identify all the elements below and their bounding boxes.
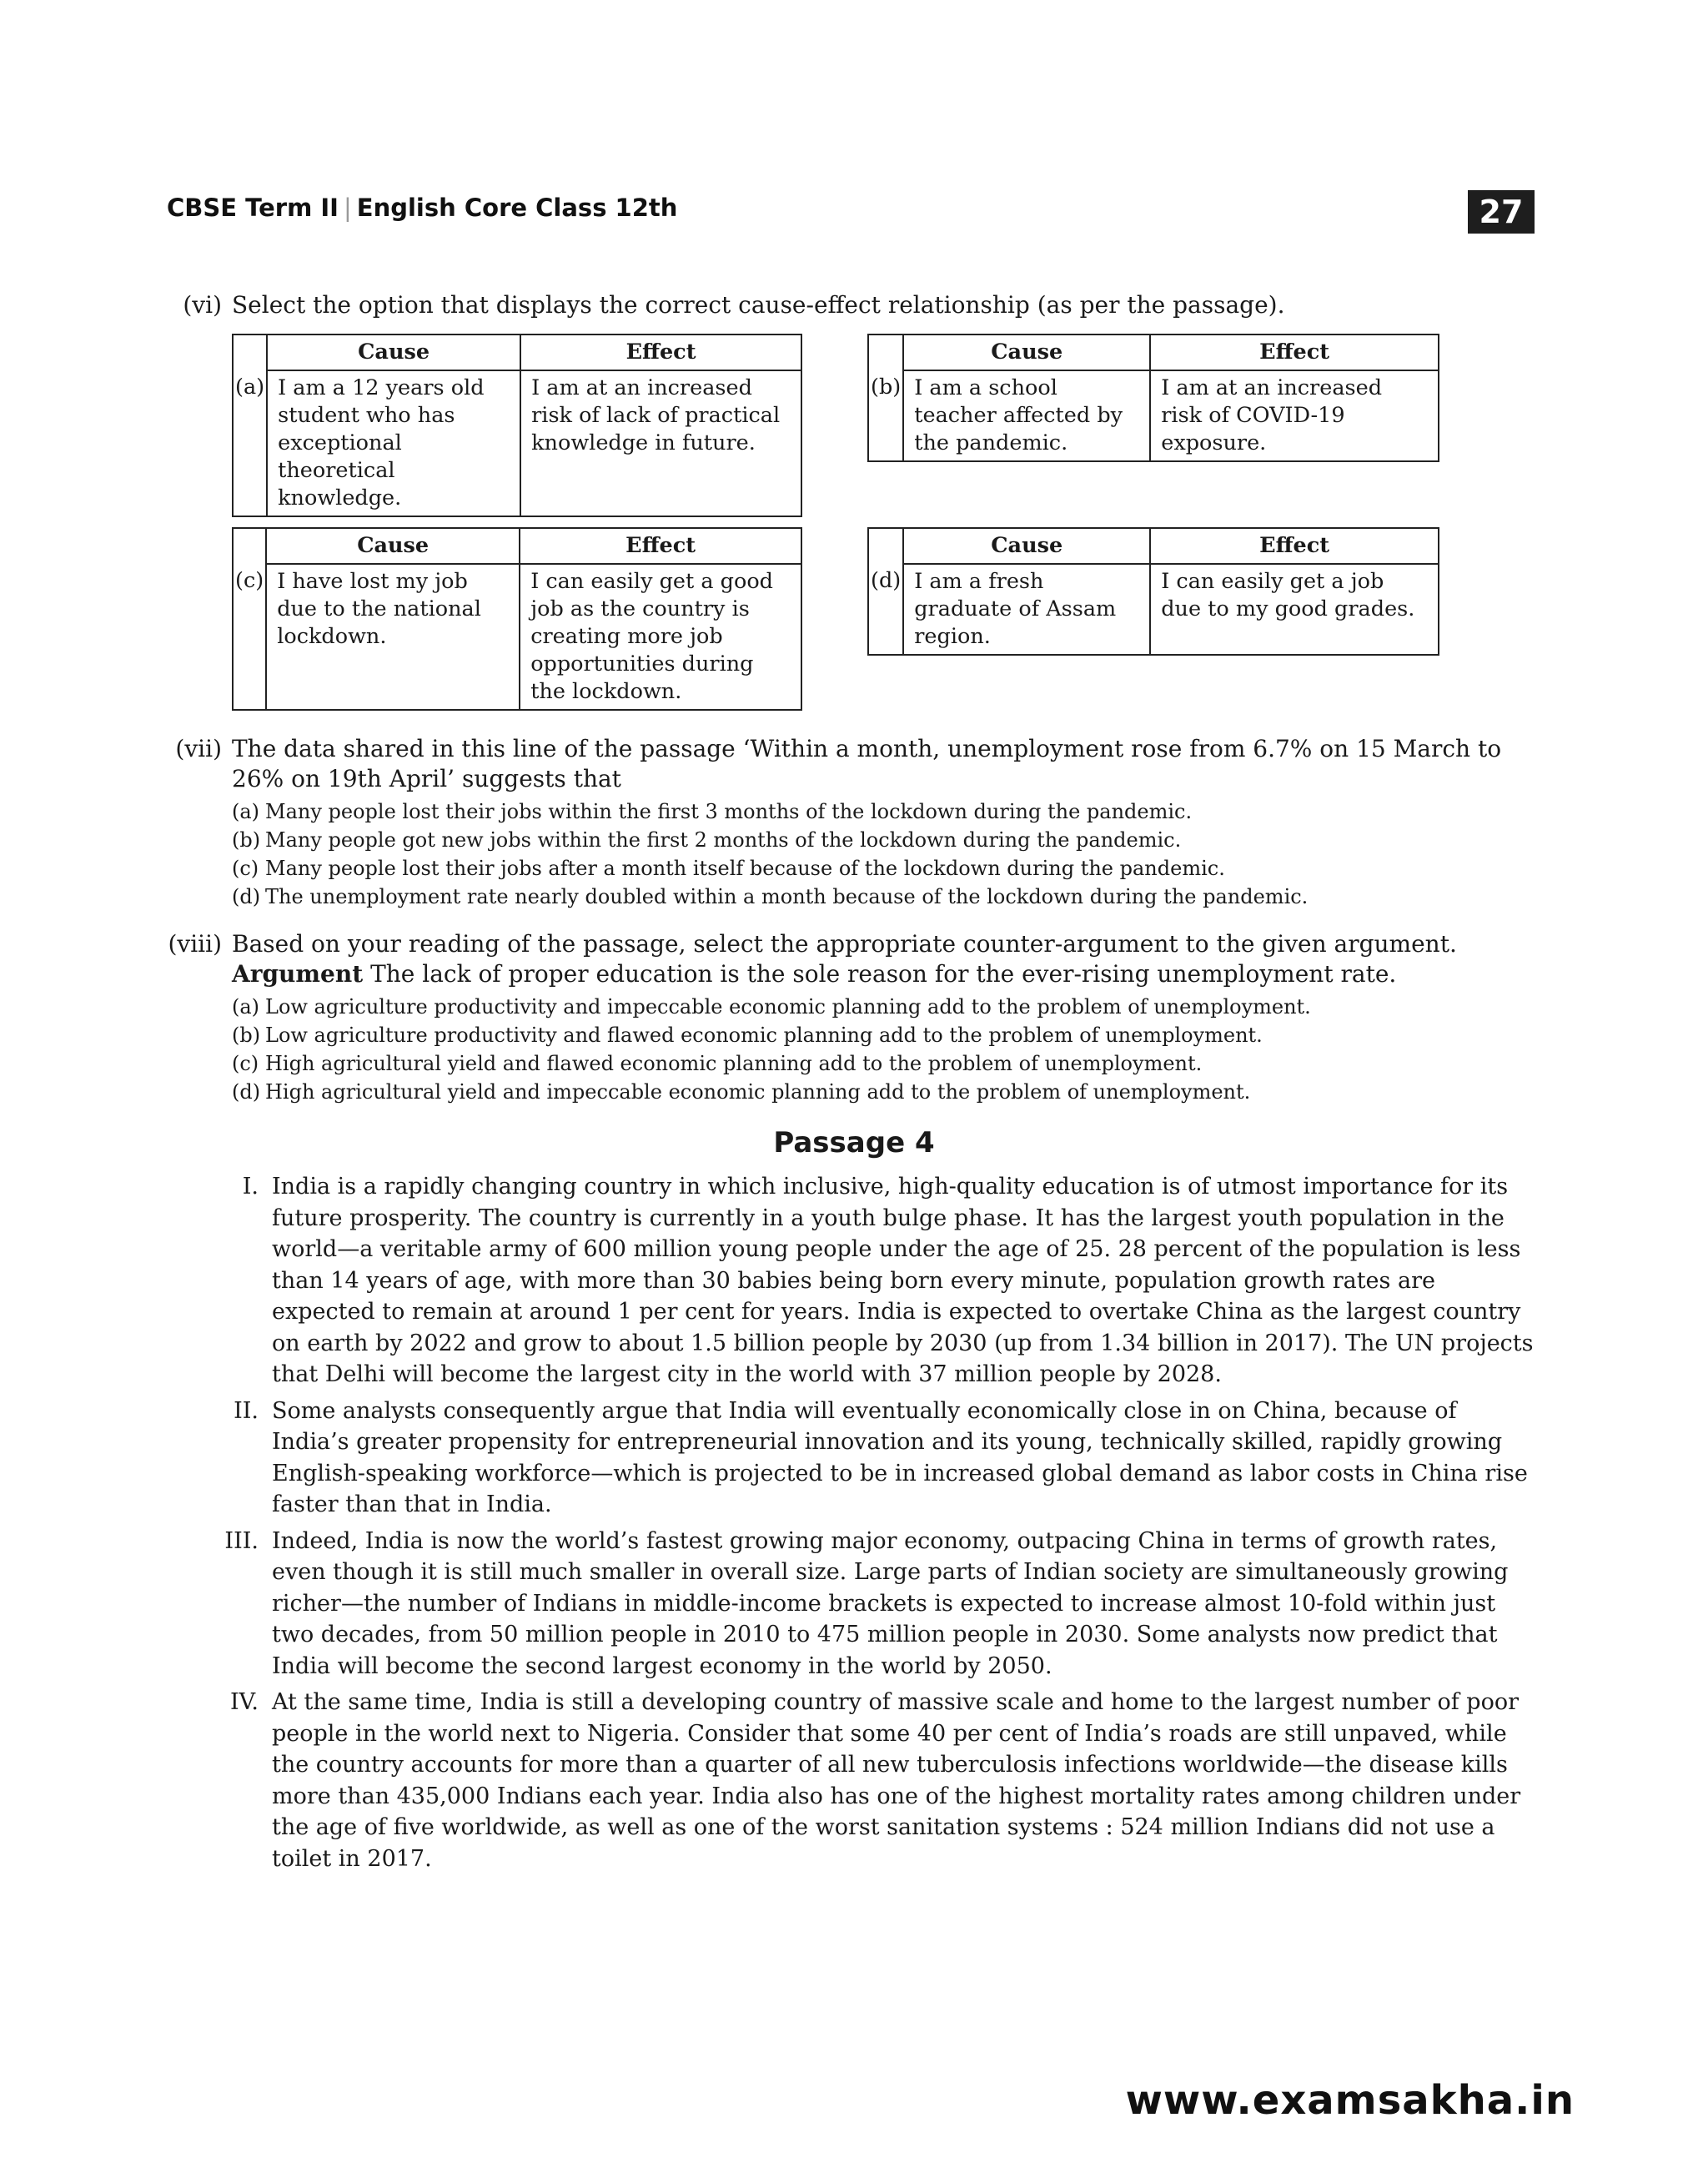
cause-cell: I am a school teacher affected by the pandemic. — [903, 370, 1150, 461]
option-d: (d) High agricultural yield and impeccable economic planning add to the problem of unemployment. — [232, 1080, 1251, 1104]
question-number: (vi) — [183, 291, 222, 319]
cause-header: Cause — [267, 334, 520, 370]
option-b: (b) Low agriculture productivity and flawed economic planning add to the problem of unemployment. — [232, 1024, 1263, 1047]
argument-label: Argument — [232, 960, 364, 988]
option-letter: (c) — [233, 564, 266, 710]
question-vi — [167, 290, 1535, 320]
passage-title: Passage 4 — [773, 1126, 935, 1159]
cause-cell: I have lost my job due to the national lockdown. — [266, 564, 520, 710]
page-header — [167, 190, 1535, 234]
option-a: (a) Low agriculture productivity and impeccable economic planning add to the problem of unemployment. — [232, 995, 1311, 1019]
cause-cell: I am a 12 years old student who has exceptional theoretical knowledge. — [267, 370, 520, 516]
effect-cell: I am at an increased risk of COVID-19 exposure. — [1150, 370, 1439, 461]
effect-header: Effect — [1150, 528, 1439, 564]
option-table-d — [867, 527, 1439, 656]
book-subject: English Core Class 12th — [356, 194, 678, 222]
option-d: (d) The unemployment rate nearly doubled within a month because of the lockdown during the pandemic. — [232, 885, 1309, 908]
effect-header: Effect — [520, 528, 801, 564]
website-url[interactable]: www.examsakha.in — [1125, 2077, 1575, 2124]
option-table-b — [867, 334, 1439, 462]
question-viii — [167, 929, 1535, 1106]
argument-text: The lack of proper education is the sole reason for the ever-rising unemployment rate. — [370, 960, 1397, 988]
page-number: 27 — [1468, 190, 1535, 234]
paragraph-2: II. Some analysts consequently argue that India will eventually economically close in on China, because of India’s greater propensity for entrepreneurial innovation and its young, technically skilled, rapidly growing English-speaking workforce—which is projected to be in increased global demand as labor costs in China rise faster than that in India. — [234, 1397, 1528, 1517]
option-letter: (a) — [233, 370, 267, 516]
question-vii — [167, 734, 1535, 911]
effect-header: Effect — [1150, 334, 1439, 370]
book-series: CBSE Term II — [167, 194, 339, 222]
option-a: (a) Many people lost their jobs within the first 3 months of the lockdown during the pandemic. — [232, 800, 1193, 823]
option-c: (c) High agricultural yield and flawed economic planning add to the problem of unemployment. — [232, 1052, 1203, 1075]
option-list — [232, 993, 1535, 1106]
cause-header: Cause — [903, 334, 1150, 370]
argument-line — [232, 959, 1535, 989]
option-letter: (b) — [868, 370, 903, 461]
option-list — [232, 797, 1535, 911]
effect-cell: I can easily get a job due to my good grades. — [1150, 564, 1439, 655]
effect-cell: I am at an increased risk of lack of practical knowledge in future. — [520, 370, 801, 516]
cause-header: Cause — [903, 528, 1150, 564]
cause-header: Cause — [266, 528, 520, 564]
option-letter: (d) — [868, 564, 903, 655]
paragraph-4: IV. At the same time, India is still a developing country of massive scale and home to the largest number of poor people in the world next to Nigeria. Consider that some 40 per cent of India’s roads are still unpaved, while the country accounts for more than a quarter of all new tuberculosis infections worldwide—the disease kills more than 435,000 Indians each year. India also has one of the highest mortality rates among children under the age of five worldwide, as well as one of the worst sanitation systems : 524 million Indians did not use a toilet in 2017. — [229, 1689, 1521, 1872]
option-table-a — [232, 334, 802, 517]
option-c: (c) Many people lost their jobs after a month itself because of the lockdown during the pandemic. — [232, 857, 1225, 880]
question-text: Select the option that displays the correct cause-effect relationship (as per the passage). — [232, 291, 1285, 319]
option-b: (b) Many people got new jobs within the first 2 months of the lockdown during the pandemic. — [232, 828, 1182, 852]
effect-header: Effect — [520, 334, 801, 370]
question-text: The data shared in this line of the passage ‘Within a month, unemployment rose from 6.7% on 15 March to 26% on 19th April’ suggests that — [232, 735, 1502, 792]
paragraph-3: III. Indeed, India is now the world’s fastest growing major economy, outpacing China in terms of growth rates, even though it is still much smaller in overall size. Large parts of Indian society are simultaneously growing richer—the number of Indians in middle-income brackets is expected to increase almost 10-fold within just two decades, from 50 million people in 2010 to 475 million people in 2030. Some analysts now predict that India will become the second largest economy in the world by 2050. — [224, 1527, 1509, 1679]
question-text: Based on your reading of the passage, select the appropriate counter-argument to the given argument. — [232, 930, 1457, 958]
question-number: (vii) — [175, 735, 222, 762]
paragraph-1: I. India is a rapidly changing country in which inclusive, high-quality education is of utmost importance for its future prosperity. The country is currently in a youth bulge phase. It has the largest youth population in the world—a veritable army of 600 million young people under the age of 25. 28 percent of the population is less than 14 years of age, with more than 30 babies being born every minute, population growth rates are expected to remain at around 1 per cent for years. India is expected to overtake China as the largest country on earth by 2022 and grow to about 1.5 billion people by 2030 (up from 1.34 billion in 2017). The UN projects that Delhi will become the largest city in the world with 37 million people by 2028. — [242, 1174, 1534, 1387]
cause-cell: I am a fresh graduate of Assam region. — [903, 564, 1150, 655]
passage-body — [200, 1171, 1535, 1879]
option-table-c — [232, 527, 802, 711]
book-title: CBSE Term II | English Core Class 12th — [167, 194, 678, 222]
question-number: (viii) — [168, 930, 222, 958]
effect-cell: I can easily get a good job as the country is creating more job opportunities during the lockdown. — [520, 564, 801, 710]
